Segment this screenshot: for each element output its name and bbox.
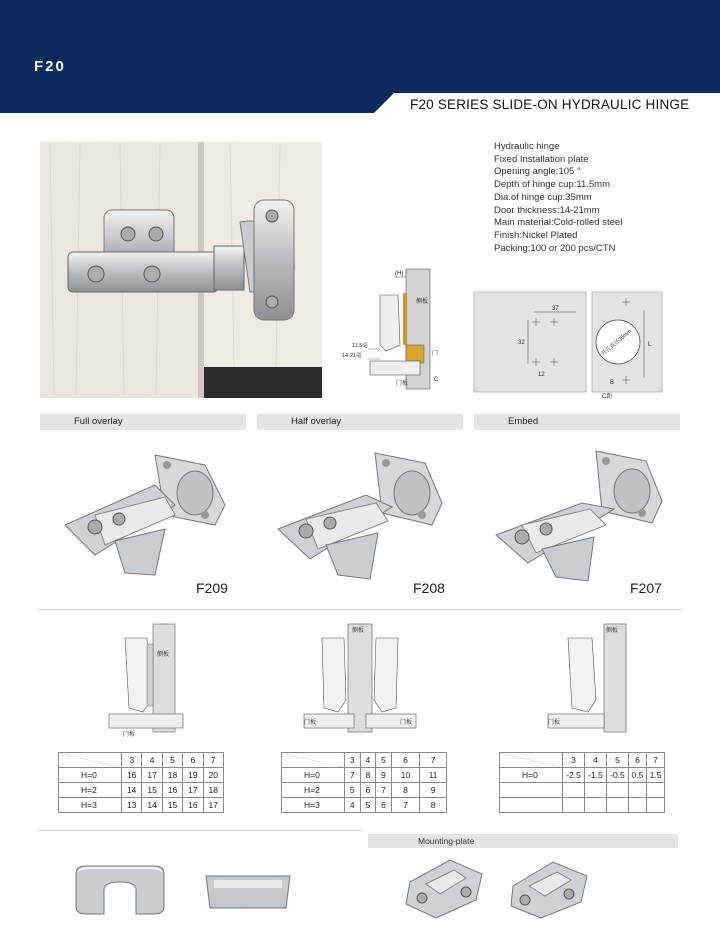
dim-37: 37 [552,306,559,312]
spec-line: Fixed Installation plate [494,153,589,165]
install-diagram-half [300,620,420,738]
page-title: F20 SERIES SLIDE-ON HYDRAULIC HINGE [410,97,690,112]
mounting-plate-image-1 [400,852,490,924]
spec-line: Packing:100 or 200 pcs/CTN [494,242,616,254]
label-door-panel-4: 门板 [548,720,561,726]
spec-line: Depth of hinge cup:11.5mm [494,179,611,191]
table-row: H=0 7 8 9 10 11 [282,768,447,783]
product-label-f208: F208 [413,580,445,596]
label-door-panel-1: 门板 [123,732,136,738]
table-row [500,798,665,813]
install-diagram-embed [540,620,640,738]
table-row: H=3 4 5 6 7 8 [282,798,447,813]
dim-32: 32 [518,340,525,346]
hinge-photo [40,142,322,398]
label-door-panel-3: 门板 [400,720,413,726]
spec-line: Finish:Nickel Plated [494,229,578,241]
label-hole: 开孔直径35mm [600,328,633,358]
label-b: B [610,380,615,386]
table-row: H=2 14 15 16 17 18 [59,783,224,798]
label-h: (H) [395,271,404,277]
table-row: H=0 16 17 18 19 20 [59,768,224,783]
product-label-f207: F207 [630,580,662,596]
label-door: 门 [432,351,439,357]
hinge-image-f207 [490,445,670,585]
label-thickness: 14-21毫 [342,353,362,359]
table-row: H=3 13 14 15 16 17 [59,798,224,813]
dim-12: 12 [538,372,545,378]
label-side-panel-2: 侧板 [352,628,365,634]
table-row: H=2 5 6 7 8 9 [282,783,447,798]
spec-list [494,141,622,255]
table-row [500,783,665,798]
section-divider [36,609,684,610]
label-l: L [648,342,652,348]
hinge-image-f208 [270,445,450,585]
cross-section-diagram [340,265,460,395]
label-side-panel-3: 侧板 [606,628,619,634]
mounting-plate-tab: Mounting-plate [368,834,678,848]
label-c-dist: C距 [602,394,613,400]
spec-line: Dia.of hinge cup:35mm [494,191,592,203]
spec-line: Hydraulic hinge [494,141,560,152]
product-label-f209: F209 [196,580,228,596]
arm-cover-image [200,870,296,914]
label-door-panel-2: 门板 [304,720,317,726]
table-row: H=0 -2.5 -1.5 -0.5 0.5 1.5 [500,768,665,783]
series-code: F20 [34,58,66,75]
drilling-diagram [472,290,668,400]
spec-line: Main material:Cold-rolled steel [494,217,623,229]
bottom-divider [36,830,364,831]
label-door-panel: 门板 [396,381,409,387]
label-depth: 11.5毫 [352,343,368,349]
install-diagram-full [95,620,195,738]
label-side-panel: 侧板 [416,299,429,305]
mounting-plate-image-2 [505,852,595,924]
tab-half-overlay: Half overlay [257,414,463,430]
overlay-table-full: 3 4 5 6 7 H=0 16 17 18 19 20 H=2 14 15 16 17 18 H=3 13 14 15 16 17 [58,752,224,813]
label-c: C [434,377,439,383]
spec-line: Opening angle:105 ° [494,166,581,178]
label-side-panel-1: 侧板 [157,652,170,658]
overlay-table-half: 3 4 5 6 7 H=0 7 8 9 10 11 H=2 5 6 7 8 9 H=3 4 5 6 7 8 [281,752,447,813]
cover-cap-image [70,862,170,918]
tab-embed: Embed [474,414,680,430]
spec-line: Door thickness:14-21mm [494,204,600,216]
tab-full-overlay: Full overlay [40,414,246,430]
hinge-image-f209 [55,445,235,585]
overlay-table-embed: 3 4 5 6 7 H=0 -2.5 -1.5 -0.5 0.5 1.5 [499,752,665,813]
